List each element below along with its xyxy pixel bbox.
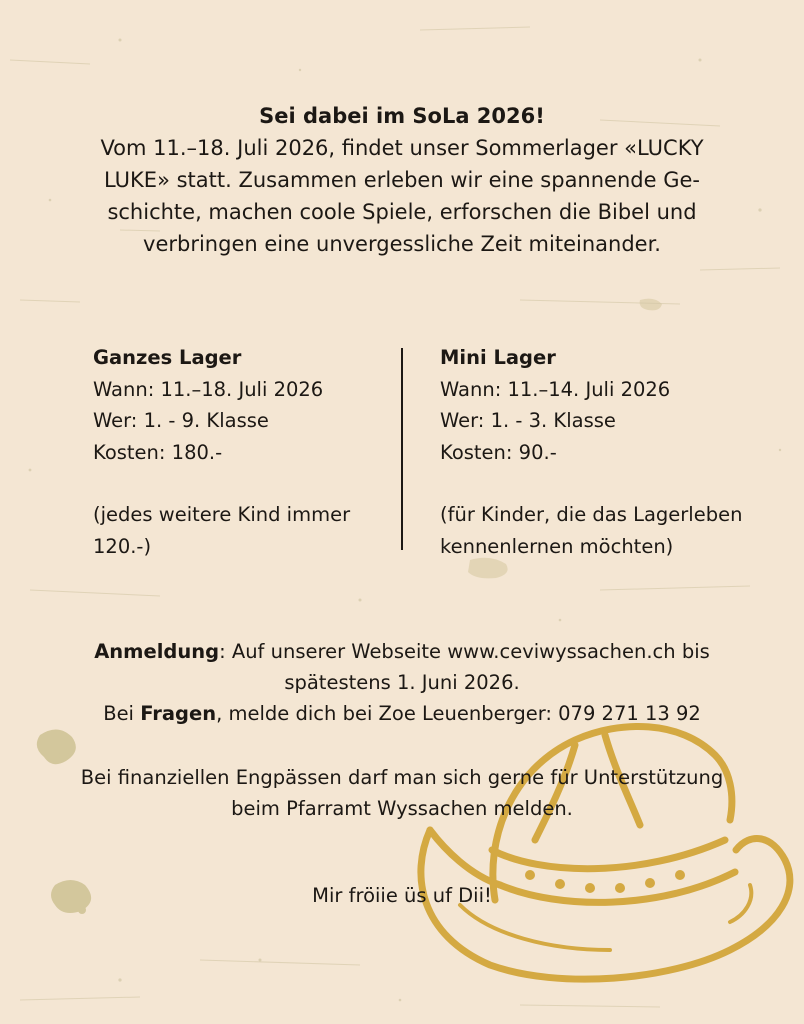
financial-line-1: Bei finanziellen Engpässen darf man sich gerne für Unterstützung — [80, 766, 724, 789]
column-divider — [401, 348, 403, 550]
ganzes-lager-note-line-1: (jedes weitere Kind immer — [93, 503, 351, 526]
ganzes-lager-note — [93, 499, 383, 562]
intro-line-1: Vom 11.–18. Juli 2026, findet unser Sommerlager «LUCKY — [100, 136, 704, 160]
mini-lager-note-line-1: (für Kinder, die das Lagerleben — [440, 503, 743, 526]
ganzes-lager-wer: Wer: 1. - 9. Klasse — [93, 409, 269, 432]
questions-line — [60, 698, 744, 729]
mini-lager-kosten: Kosten: 90.- — [440, 440, 557, 464]
flyer-title: Sei dabei im SoLa 2026! — [259, 104, 545, 128]
questions-prefix: Bei — [103, 702, 141, 725]
registration-section — [60, 636, 744, 729]
mini-lager-note — [440, 499, 770, 562]
questions-label: Fragen — [140, 702, 217, 725]
ganzes-lager-heading: Ganzes Lager — [93, 346, 242, 369]
intro-line-2: LUKE» statt. Zusammen erleben wir eine spannende Ge- — [104, 168, 700, 192]
registration-line-1 — [60, 636, 744, 667]
questions-text: , melde dich bei Zoe Leuenberger: 079 271 13 92 — [216, 702, 701, 725]
intro-line-4: verbringen eine unvergessliche Zeit miteinander. — [143, 232, 661, 256]
ganzes-lager-wann: Wann: 11.–18. Juli 2026 — [93, 377, 324, 401]
registration-text: : Auf unserer Webseite www.ceviwyssachen.ch bis — [219, 640, 710, 663]
mini-lager-wann: Wann: 11.–14. Juli 2026 — [440, 377, 671, 401]
mini-lager-section — [440, 342, 770, 562]
mini-lager-note-line-2: kennenlernen möchten) — [440, 534, 674, 558]
ganzes-lager-section — [93, 342, 383, 562]
registration-label: Anmeldung — [94, 640, 220, 663]
ganzes-lager-note-line-2: 120.-) — [93, 534, 152, 558]
ganzes-lager-kosten: Kosten: 180.- — [93, 440, 223, 464]
greeting: Mir fröiie üs uf Dii! — [312, 884, 492, 907]
financial-line-2: beim Pfarramt Wyssachen melden. — [231, 797, 573, 820]
mini-lager-wer: Wer: 1. - 3. Klasse — [440, 409, 616, 432]
mini-lager-heading: Mini Lager — [440, 346, 556, 369]
intro-section — [70, 100, 734, 260]
intro-line-3: schichte, machen coole Spiele, erforschen die Bibel und — [107, 200, 697, 224]
financial-section — [60, 762, 744, 824]
registration-deadline: spätestens 1. Juni 2026. — [284, 671, 520, 694]
